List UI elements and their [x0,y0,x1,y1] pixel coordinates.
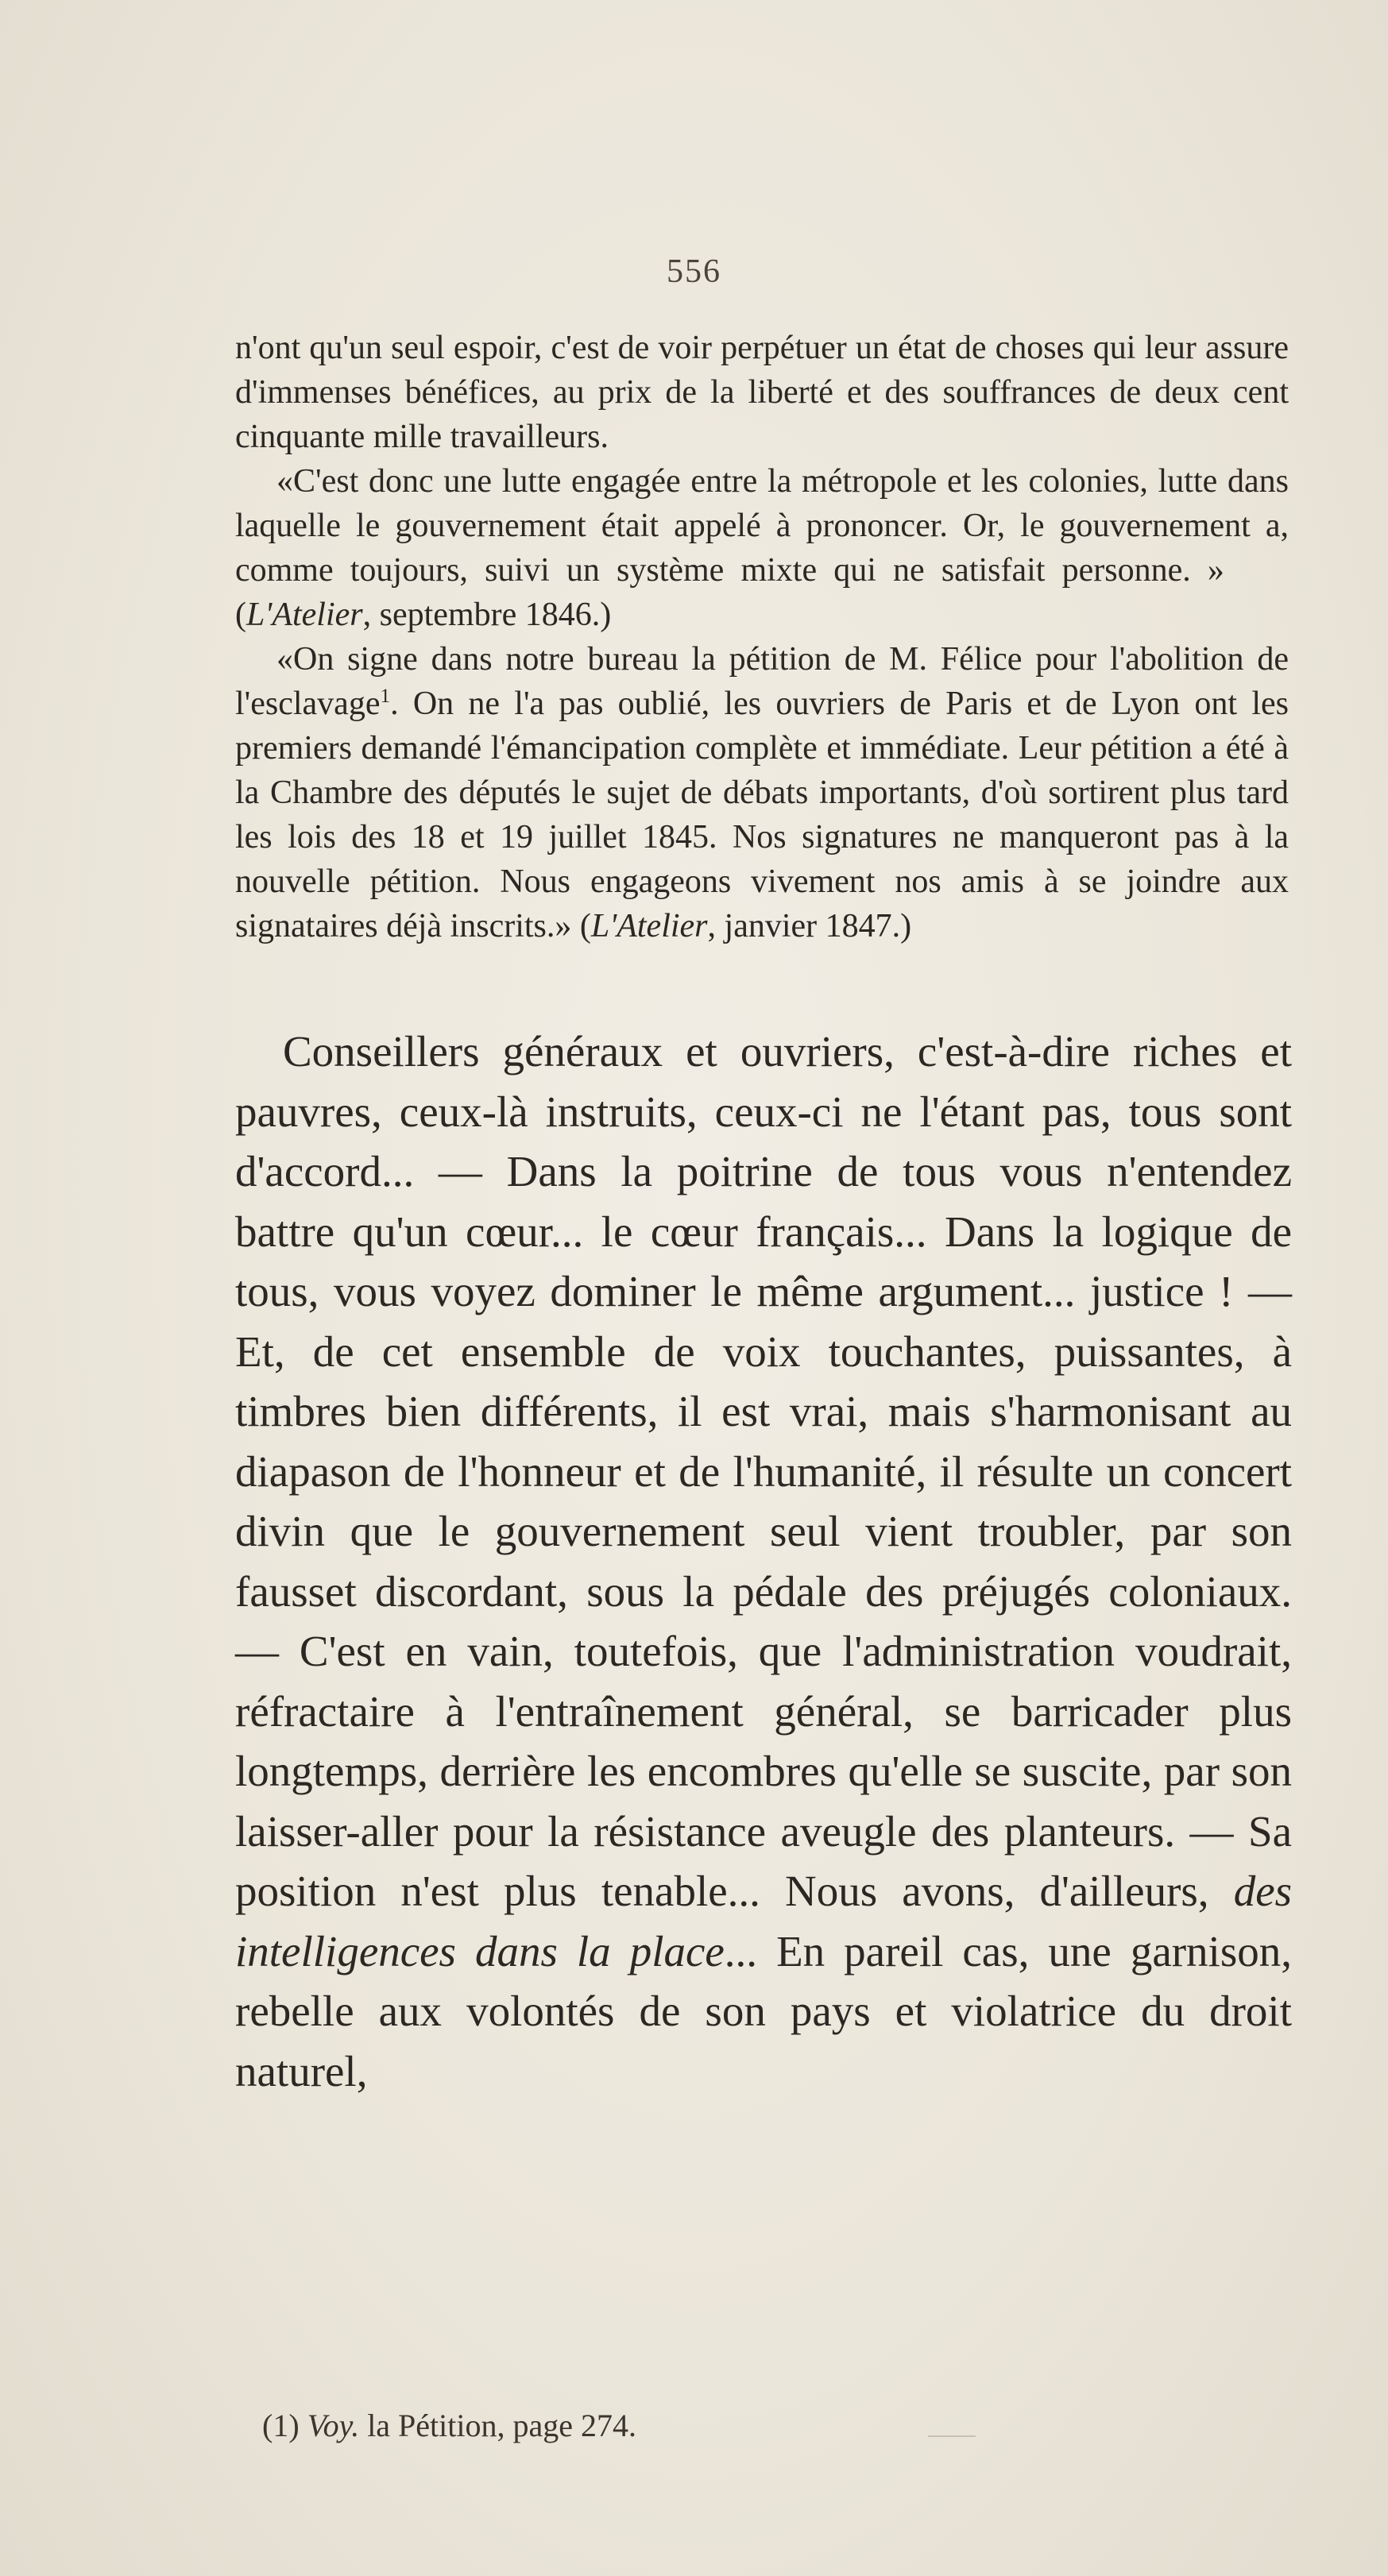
body-text-b: ... En pareil cas, une garnison, rebelle aux volontés de son pays et violatrice du droit naturel, [235,1926,1292,2095]
quote-paragraph-3-text-a: «On signe dans notre bureau la pétition de M. Félice pour l'abolition de l'esclavage [235,641,1289,722]
quote-source-1 [235,597,611,633]
page-number: 556 [667,253,721,290]
body-text-a: Conseillers généraux et ouvriers, c'est-à-dire riches et pauvres, ceux-là instruits, ceux-ci ne l'étant pas, tous sont d'accord... — Dans la poitrine de tous vous n'entendez battre qu'un cœur... le cœur français... Dans la logique de tous, vous voyez dominer le même argument... justice ! — Et, de cet ensemble de voix touchantes, puissantes, à timbres bien différents, il est vrai, mais s'harmonisant au diapason de l'honneur et de l'humanité, il résulte un concert divin que le gouvernement seul vient troubler, par son fausset discordant, sous la pédale des préjugés coloniaux. — C'est en vain, toutefois, que l'administration voudrait, réfractaire à l'entraînement général, se barricader plus longtemps, derrière les encombres qu'elle se suscite, par son laisser-aller pour la résistance aveugle des planteurs. — Sa position n'est plus tenable... Nous avons, d'ailleurs, [235,1027,1292,1915]
source-date: , septembre 1846.) [362,597,612,633]
quote-paragraph-3 [235,637,1289,948]
source-date: , janvier 1847.) [707,908,912,944]
body-italic-phrase: des intelligences dans la place [235,1867,1293,1975]
footnote-text: la Pétition, page 274. [367,2408,637,2443]
quote-source-2 [580,908,911,944]
footnote-marker: (1) [262,2408,300,2443]
quote-paragraph-2-text: «C'est donc une lutte engagée entre la métropole et les colonies, lutte dans laquelle le gouvernement était appelé à prononcer. Or, le gouvernement a, comme toujours, suivi un système mixte qui ne satisfait personne. » [235,463,1289,589]
footnote-reference: 1 [380,686,391,707]
faint-rule-mark [928,2435,976,2437]
footnote [262,2405,1216,2447]
footnote-abbr: Voy. [307,2408,360,2443]
body-paragraph [235,1022,1292,2101]
source-open-paren: ( [579,908,591,944]
main-text [235,1022,1292,2101]
source-title: L'Atelier [590,908,708,944]
source-title: L'Atelier [246,597,363,633]
quote-paragraph-3-text-b: . On ne l'a pas oublié, les ouvriers de Paris et de Lyon ont les premiers demandé l'émancipation complète et immédiate. Leur pétition a été à la Chambre des députés le sujet de débats importants, d'où sortirent plus tard les lois des 18 et 19 juillet 1845. Nos signatures ne manqueront pas à la nouvelle pétition. Nous engageons vivement nos amis à se joindre aux signataires déjà inscrits.» [235,686,1289,944]
source-open-paren: ( [235,597,246,633]
quoted-passage [235,326,1289,948]
quote-paragraph-1: n'ont qu'un seul espoir, c'est de voir perpétuer un état de choses qui leur assure d'immenses bénéfices, au prix de la liberté et des souffrances de deux cent cinquante mille travailleurs. [235,330,1289,455]
quote-paragraph-2 [235,459,1289,637]
